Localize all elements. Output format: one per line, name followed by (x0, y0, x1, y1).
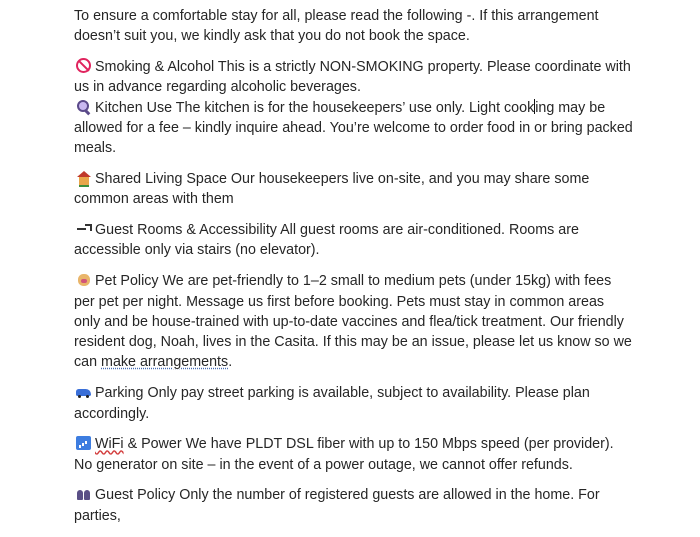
pets-text-end: . (228, 354, 233, 371)
stairs-icon (76, 222, 91, 236)
grammar-suggestion[interactable]: make arrangements (101, 354, 229, 371)
parking-paragraph (74, 383, 634, 424)
rooms-text: Guest Rooms & Accessibility All guest rooms are air-conditioned. Rooms are accessible only via stairs (no elevator). (74, 222, 579, 259)
guests-text: Guest Policy Only the number of registered guests are allowed in the home. For parties, (74, 487, 600, 524)
kitchen-text-end: ing may be allowed for a fee – kindly inquire ahead. You’re welcome to order food in or bring packed meals. (74, 99, 633, 157)
rooms-paragraph (74, 220, 634, 261)
people-icon (76, 487, 91, 501)
pets-text: Pet Policy We are pet-friendly to 1–2 small to medium pets (under 15kg) with fees per pet per night. Message us first before booking. Pets must stay in common areas only and be house-trained with up-to-date vaccines and flea/tick treatment. Our friendly resident dog, Noah, lives in the Casita. If this may be an issue, please let us know so we can (74, 273, 632, 371)
no-smoking-icon (76, 58, 91, 73)
smoking-paragraph (74, 57, 634, 98)
parking-text: Parking Only pay street parking is available, subject to availability. Please plan accordingly. (74, 385, 590, 422)
intro-paragraph (74, 6, 634, 47)
house-icon (76, 171, 91, 185)
dog-face-icon (76, 273, 91, 287)
living-paragraph (74, 169, 634, 210)
kitchen-paragraph (74, 98, 634, 159)
guests-paragraph (74, 485, 634, 526)
document-body[interactable] (74, 6, 634, 537)
kitchen-text-start: Kitchen Use The kitchen is for the housekeepers’ use only. Light cook (95, 99, 535, 116)
car-icon (76, 385, 91, 399)
intro-text: To ensure a comfortable stay for all, please read the following -. If this arrangement doesn’t suit you, we kindly ask that you do not book the space. (74, 8, 599, 45)
living-text: Shared Living Space Our housekeepers live on-site, and you may share some common areas with them (74, 171, 590, 208)
wifi-text: & Power We have PLDT DSL fiber with up to 150 Mbps speed (per provider). No generator on site – in the event of a power outage, we cannot offer refunds. (74, 436, 614, 473)
spelling-suggestion[interactable]: WiFi (95, 436, 124, 453)
signal-bars-icon (76, 436, 91, 450)
pets-paragraph (74, 271, 634, 372)
magnifier-icon (76, 100, 91, 114)
smoking-text: Smoking & Alcohol This is a strictly NON-SMOKING property. Please coordinate with us in advance regarding alcoholic beverages. (74, 59, 631, 96)
wifi-paragraph (74, 434, 634, 475)
